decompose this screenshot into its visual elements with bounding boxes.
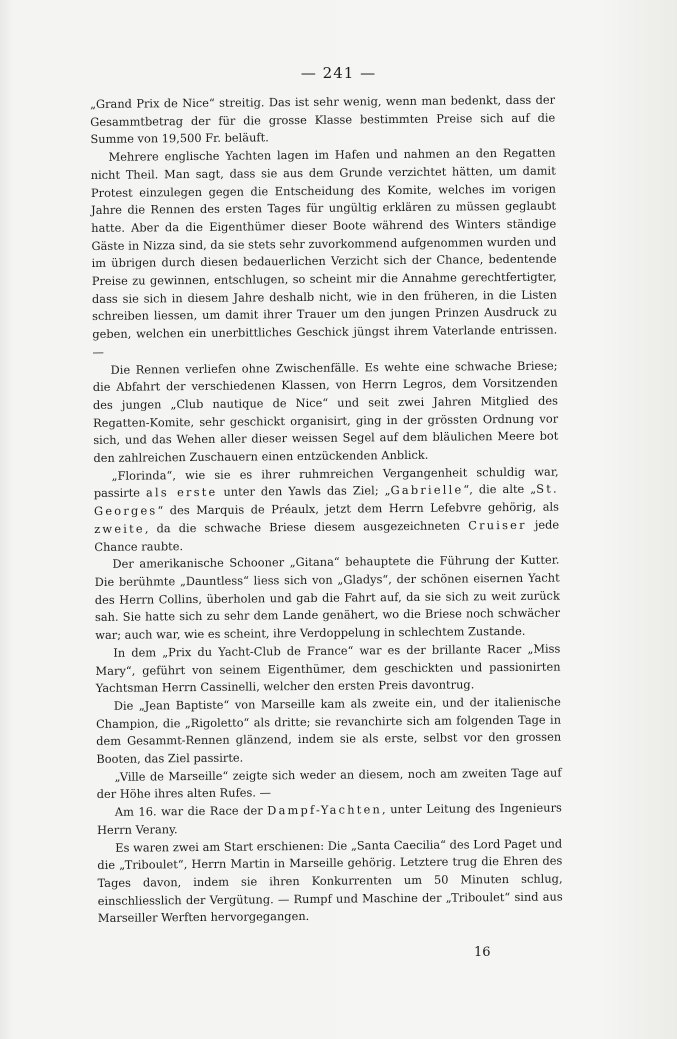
- text-run: unter den Yawls das Ziel; „: [217, 483, 391, 500]
- emphasized-text: Dampf-Yachten: [267, 802, 383, 818]
- text-run: , da die schwache Briese diesem ausgezeichneten: [144, 518, 469, 536]
- paragraph: Die „Jean Baptiste“ von Marseille kam als zweite ein, und der italienische Champion, die „Rigoletto“ als dritte; sie revanchirte sich am folgenden Tage in dem Gesammt-Rennen glänzend, indem sie als erste, selbst vor den grossen Booten, das Ziel passirte.: [95, 694, 562, 766]
- paragraph: [97, 800, 562, 840]
- paragraph: In dem „Prix du Yacht-Club de France“ war es der brillante Racer „Miss Mary“, geführt von seinem Eigenthümer, dem geschickten und passionirten Yachtsman Herrn Cassinelli, welcher den ersten Preis davontrug.: [95, 641, 561, 696]
- emphasized-text: zweite: [94, 521, 145, 536]
- paragraph: Mehrere englische Yachten lagen im Hafen und nahmen an den Regatten nicht Theil. Man sagt, dass sie aus dem Grunde verzichtet hätten, um damit Protest einzulegen gegen die Entscheidung des Komite, welches im vorigen Jahre die Rennen des ersten Tages für ungültig erklären zu müssen geglaubt hatte. Aber da die Eigenthümer dieser Boote während des Winters ständige Gäste in Nizza sind, da sie stets sehr zuvorkommend aufgenommen wurden und im übrigen durch diesen bedauerlichen Verzicht sich der Chance, bedentende Preise zu gewinnen, entschlugen, so scheint mir die Annahme gerechtfertigter, dass sie sich in diesem Jahre deshalb nicht, wie in den früheren, in die Listen schreiben liessen, um damit ihrer Trauer um den jungen Prinzen Ausdruck zu geben, welchen ein unerbittliches Geschick jüngst ihrem Vaterlande entrissen. —: [90, 145, 558, 359]
- emphasized-text: St. Georges: [93, 481, 559, 519]
- paragraph: Der amerikanische Schooner „Gitana“ behauptete die Führung der Kutter. Die berühmte „Dauntless“ liess sich von „Gladys“, der schönen eisernen Yacht des Herrn Collins, überholen und gab die Fahrt auf, da sie sich zu weit zurück sah. Sie hatte sich zu sehr dem Lande genähert, wo die Briese noch schwächer war; auch war, wie es scheint, ihre Verdoppelung in schlechtem Zustande.: [94, 552, 561, 643]
- paragraph: Die Rennen verliefen ohne Zwischenfälle. Es wehte eine schwache Briese; die Abfahrt der verschiedenen Klassen, von Herrn Legros, dem Vorsitzenden des jungen „Club nautique de Nice“ und seit zwei Jahren Mitglied des Regatten-Komite, sehr geschickt organisirt, ging in der grössten Ordnung vor sich, und das Wehen aller dieser weissen Segel auf dem bläulichen Meere bot den zahlreichen Zuschauern einen entzückenden Anblick.: [92, 358, 559, 466]
- text-run: jede Chance raubte.: [94, 517, 560, 554]
- text-run: Am 16. war die Race der: [114, 803, 268, 819]
- body-text: [90, 92, 563, 928]
- paragraph: Es waren zwei am Start erschienen: Die „Santa Caecilia“ des Lord Paget und die „Triboulet“, Herrn Martin in Marseille gehörig. Letztere trug die Ehren des Tages davon, indem sie ihren Konkurrenten um 50 Minuten schlug, einschliesslich der Vergütung. — Rumpf und Maschine der „Triboulet“ sind aus Marseiller Werften hervorgegangen.: [97, 836, 563, 926]
- text-run: “, die alte „: [463, 482, 537, 497]
- text-run: “ des Marquis de Préaulx, jetzt dem Herrn Lefebvre gehörig, als: [157, 499, 560, 518]
- emphasized-text: als erste: [145, 485, 218, 500]
- emphasized-text: Gabrielle: [390, 482, 464, 498]
- paragraph: „Ville de Marseille“ zeigte sich weder an diesem, noch am zweiten Tage auf der Höhe ihres alten Rufes. —: [96, 765, 562, 802]
- emphasized-text: Cruiser: [468, 517, 527, 533]
- paragraph: [94, 463, 560, 556]
- text-run: „Florinda“, wie sie es ihrer ruhmreichen Vergangenheit schuldig war, passirte: [93, 464, 559, 501]
- text-run: , unter Leitung des Ingenieurs Herrn Verany.: [96, 800, 562, 837]
- page-number: — 241 —: [300, 64, 377, 82]
- signature-mark: 16: [474, 945, 491, 960]
- paragraph: „Grand Prix de Nice“ streitig. Das ist sehr wenig, wenn man bedenkt, dass der Gesammtbetrag der für die grosse Klasse bestimmten Preise sich auf die Summe von 19,500 Fr. beläuft.: [90, 92, 556, 147]
